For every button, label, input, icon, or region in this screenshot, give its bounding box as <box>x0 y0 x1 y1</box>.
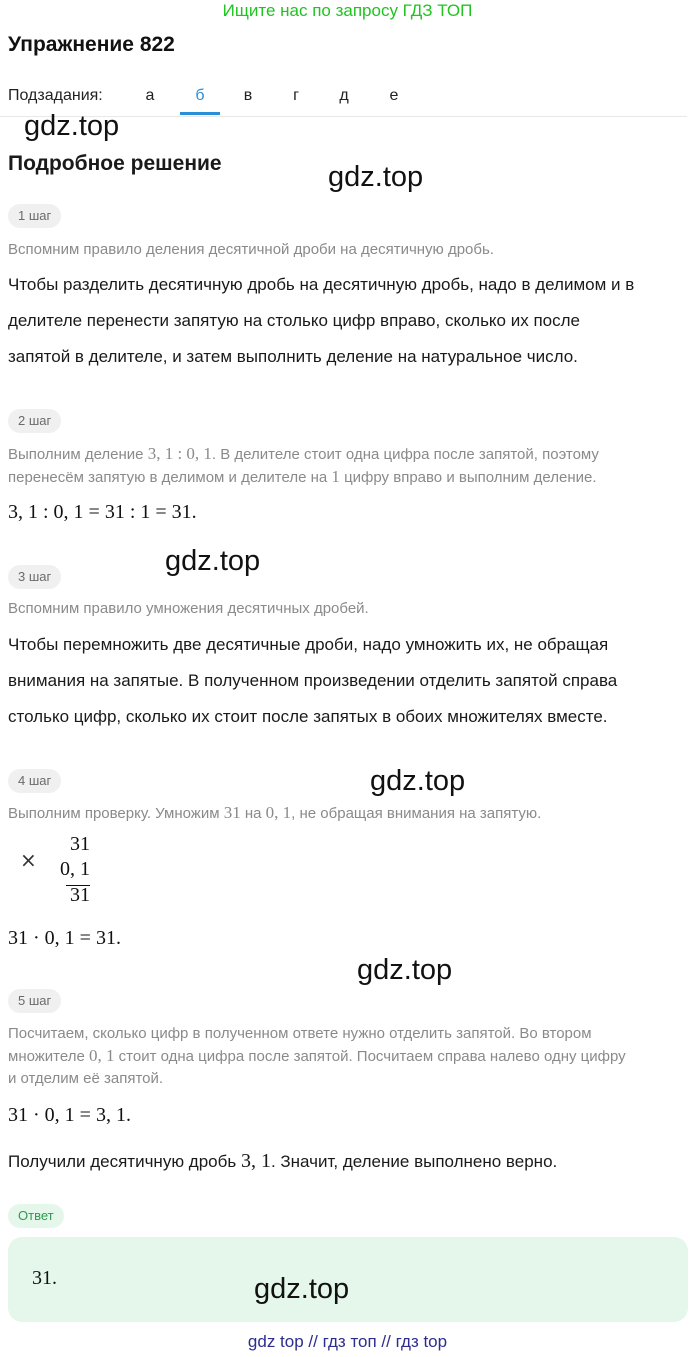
conclusion <box>8 1143 683 1180</box>
text-line: внимания на запятые. В полученном произведении отделить запятой справа <box>8 671 618 690</box>
step-hint <box>8 443 678 489</box>
text-line: запятой в делителе, и затем выполнить деление на натуральное число. <box>8 347 578 366</box>
watermark: gdz.top <box>370 765 466 797</box>
tab-d[interactable]: д <box>339 87 349 104</box>
step-badge: 3 шаг <box>8 565 61 589</box>
text-line: делителе перенести запятую на столько цифр вправо, сколько их после <box>8 311 580 330</box>
watermark: gdz.top <box>357 954 453 986</box>
product: 31 <box>70 884 90 906</box>
hint-math: 31 <box>223 803 241 822</box>
formula: 31 · 0, 1 = 31. <box>8 927 121 949</box>
hint-text: цифру вправо и выполним деление. <box>339 469 597 486</box>
tab-b[interactable]: б <box>195 87 205 104</box>
promo-banner[interactable]: Ищите нас по запросу ГДЗ ТОП <box>222 1 473 20</box>
step-badge: 2 шаг <box>8 409 61 433</box>
page-title: Упражнение 822 <box>8 33 175 56</box>
hint-text: перенесём запятую в делимом и делителе на <box>8 469 332 486</box>
footer-links[interactable]: gdz top // гдз топ // гдз top <box>247 1332 448 1351</box>
text-line: Чтобы перемножить две десятичные дроби, надо умножить их, не обращая <box>8 635 609 654</box>
hint-text: Выполним деление <box>8 446 148 463</box>
formula: 31 · 0, 1 = 3, 1. <box>8 1104 131 1126</box>
hint-text: множителе <box>8 1048 89 1065</box>
step-hint <box>8 802 678 825</box>
hint-text: стоит одна цифра после запятой. Посчитаем справа налево одну цифру <box>114 1048 626 1065</box>
tab-g[interactable]: г <box>293 87 299 104</box>
step-text <box>8 267 683 375</box>
hint-math: 1 <box>331 467 340 486</box>
tab-v[interactable]: в <box>243 87 253 104</box>
text-line: Чтобы разделить десятичную дробь на десятичную дробь, надо в делимом и в <box>8 275 635 294</box>
watermark: gdz.top <box>165 545 261 577</box>
tab-e[interactable]: е <box>389 87 399 104</box>
hint-text: , не обращая внимания на запятую. <box>291 805 542 822</box>
hint-math: 3, 1 : 0, 1 <box>147 444 212 463</box>
hint-text: Выполним проверку. Умножим <box>8 805 224 822</box>
watermark: gdz.top <box>24 110 120 142</box>
watermark: gdz.top <box>254 1273 350 1305</box>
active-tab-indicator <box>180 112 220 115</box>
conclusion-math: 3, 1 <box>240 1150 271 1172</box>
step-badge: 1 шаг <box>8 204 61 228</box>
step-hint <box>8 1023 678 1090</box>
step-hint: Вспомним правило деления десятичной дроби на десятичную дробь. <box>8 241 494 258</box>
hint-math: 0, 1 <box>89 1046 115 1065</box>
hint-text: на <box>240 805 266 822</box>
tab-a[interactable]: а <box>145 87 155 104</box>
multiplier: 0, 1 <box>60 858 90 880</box>
hint-text: . В делителе стоит одна цифра после запятой, поэтому <box>211 446 599 463</box>
watermark: gdz.top <box>328 161 424 193</box>
step-badge: 4 шаг <box>8 769 61 793</box>
conclusion-text: Получили десятичную дробь <box>8 1152 241 1171</box>
hint-text: Посчитаем, сколько цифр в полученном ответе нужно отделить запятой. Во втором <box>8 1025 592 1042</box>
conclusion-text: . Значит, деление выполнено верно. <box>270 1152 558 1171</box>
subtasks-label: Подзадания: <box>8 87 103 104</box>
formula: 3, 1 : 0, 1 = 31 : 1 = 31. <box>8 501 197 523</box>
step-badge: 5 шаг <box>8 989 61 1013</box>
text-line: столько цифр, сколько их стоит после запятых в обоих множителях вместе. <box>8 707 608 726</box>
section-title: Подробное решение <box>8 152 222 175</box>
answer-badge: Ответ <box>8 1204 64 1228</box>
multiplicand: 31 <box>70 833 90 855</box>
step-text <box>8 627 683 735</box>
multiply-sign: × <box>20 848 37 872</box>
answer-value: 31. <box>32 1267 57 1289</box>
step-hint: Вспомним правило умножения десятичных дробей. <box>8 600 369 617</box>
hint-math: 0, 1 <box>265 803 292 822</box>
hint-text: и отделим её запятой. <box>8 1070 164 1087</box>
